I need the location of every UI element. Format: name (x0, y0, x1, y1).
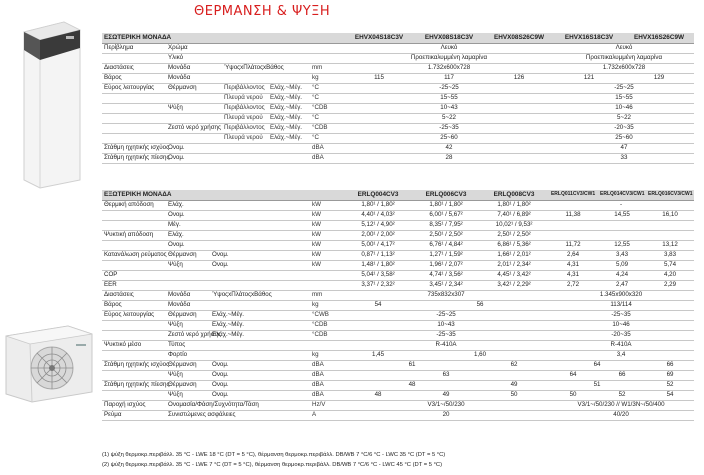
table-row (102, 93, 694, 103)
unit: dBA (310, 380, 344, 390)
cell: 33 (554, 153, 694, 163)
table-row (102, 300, 694, 310)
cell: 8,35¹ / 7,95² (412, 220, 480, 230)
table-row (102, 290, 694, 300)
cell: 6,76¹ / 4,84² (412, 240, 480, 250)
cell: 1,80¹ / 1,80² (344, 200, 412, 210)
row-sublabel: Φορτίο (166, 350, 310, 360)
unit: kg (310, 350, 344, 360)
model-header: EHVX04S18C3V (344, 33, 414, 43)
table-row (102, 103, 694, 113)
cell: 61 (344, 360, 480, 370)
cell: 13,12 (646, 240, 694, 250)
row-label: Ψυκτικό μέσο (102, 340, 166, 350)
cell: V3/1~/50/230 // W1/3N~/50/400 (548, 400, 694, 410)
cell: 62 (480, 360, 548, 370)
cell: -25~35 (344, 330, 548, 340)
unit: A (310, 410, 344, 420)
cell: 3,42¹ / 2,29² (480, 280, 548, 290)
model-header: EHVX08S26C9W (484, 33, 554, 43)
row-sublabel: Ψύξη (166, 260, 210, 270)
row-label: Διαστάσεις (102, 63, 166, 73)
row-sublabel: Ελάχ. (166, 200, 310, 210)
row-label: Εύρος λειτουργίας (102, 83, 166, 93)
cell: 121 (554, 73, 624, 83)
cell: 42 (344, 143, 554, 153)
row-sublabel: Πλευρά νερού (222, 93, 268, 103)
cell: 25~60 (554, 133, 694, 143)
model-header: ERLQ016CV3/CW1 (646, 190, 694, 200)
table-row (102, 280, 694, 290)
cell: 4,31 (548, 260, 598, 270)
row-label: Στάθμη ηχητικής πίεσης (102, 380, 166, 390)
cell: 115 (344, 73, 414, 83)
cell: 1,45 (344, 350, 412, 360)
page-title: ΘΕΡΜΑΝΣΗ & ΨΥΞΗ (194, 4, 331, 19)
indoor-unit-image (14, 20, 84, 188)
cell: 6,86¹ / 5,36² (480, 240, 548, 250)
table-row (102, 250, 694, 260)
row-sublabel: Ελάχ.~Μέγ. (210, 320, 310, 330)
cell: 1,48¹ / 1,80² (344, 260, 412, 270)
table-row (102, 360, 694, 370)
row-label: Στάθμη ηχητικής ισχύος (102, 360, 166, 370)
table-row (102, 320, 694, 330)
cell: 25~60 (344, 133, 554, 143)
cell: 2,00¹ / 2,00² (344, 230, 412, 240)
row-sublabel: Μονάδα (166, 300, 310, 310)
row-label: Στάθμη ηχητικής ισχύος (102, 143, 166, 153)
row-label: EER (102, 280, 344, 290)
cell: 50 (548, 390, 598, 400)
cell: 3,43 (598, 250, 646, 260)
cell: 15~55 (554, 93, 694, 103)
cell: 2,64 (548, 250, 598, 260)
table-row (102, 310, 694, 320)
cell: 126 (484, 73, 554, 83)
unit: Hz/V (310, 400, 344, 410)
cell: 49 (480, 380, 548, 390)
cell: -25~25 (344, 310, 548, 320)
row-sublabel: Πλευρά νερού (222, 133, 268, 143)
row-sublabel: Ελάχ. (166, 230, 310, 240)
cell: 14,55 (598, 210, 646, 220)
cell: Λευκό (344, 43, 554, 53)
cell: 5,04¹ / 3,58² (344, 270, 412, 280)
row-sublabel: Πλευρά νερού (222, 113, 268, 123)
cell: 3,37¹ / 2,32² (344, 280, 412, 290)
unit: dBA (310, 360, 344, 370)
cell: 4,45¹ / 3,42² (480, 270, 548, 280)
cell: 11,72 (548, 240, 598, 250)
row-label: Ρεύμα (102, 410, 166, 420)
cell: 5,74 (646, 260, 694, 270)
table-row (102, 53, 694, 63)
cell: 54 (646, 390, 694, 400)
unit: dBA (310, 390, 344, 400)
cell: 2,47 (598, 280, 646, 290)
model-header: ERLQ014CV3/CW1 (598, 190, 646, 200)
table-header-row (102, 33, 694, 43)
cell: Προεπικαλυμμένη λαμαρίνα (554, 53, 694, 63)
cell: -20~35 (548, 330, 694, 340)
table-row (102, 400, 694, 410)
row-sublabel: Ψύξη (166, 370, 210, 380)
unit: °CDB (310, 320, 344, 330)
row-sublabel: Ελάχ.~Μέγ. (210, 310, 310, 320)
table-row (102, 113, 694, 123)
row-sublabel: Περιβάλλοντος (222, 123, 268, 133)
row-sublabel: Ελάχ.~Μέγ. (268, 133, 310, 143)
cell: Προεπικαλυμμένη λαμαρίνα (344, 53, 554, 63)
unit: °C (310, 133, 344, 143)
cell: 2,50¹ / 2,50² (412, 230, 480, 240)
cell: 10~43 (344, 320, 548, 330)
cell: 4,40¹ / 4,03² (344, 210, 412, 220)
cell: 20 (344, 410, 548, 420)
cell: V3/1~/50/230 (344, 400, 548, 410)
table-row (102, 200, 694, 210)
row-sublabel: Ψύξη (166, 320, 210, 330)
table-row (102, 133, 694, 143)
row-label: Στάθμη ηχητικής πίεσης (102, 153, 166, 163)
row-sublabel: Θέρμανση (166, 310, 210, 320)
row-sublabel: ΎψοςxΠλάτοςxΒάθος (210, 290, 310, 300)
unit: °C (310, 113, 344, 123)
row-sublabel: Περιβάλλοντος (222, 103, 268, 113)
cell: 4,20 (646, 270, 694, 280)
outdoor-unit-spec-table (102, 190, 694, 421)
cell: 113/114 (548, 300, 694, 310)
table-row (102, 230, 694, 240)
table-row (102, 153, 694, 163)
cell: 49 (412, 390, 480, 400)
table-row (102, 370, 694, 380)
row-sublabel: Μονάδα (166, 73, 310, 83)
unit: dBA (310, 143, 344, 153)
cell: 129 (624, 73, 694, 83)
row-sublabel: Ελάχ.~Μέγ. (268, 93, 310, 103)
cell: 7,40¹ / 6,89² (480, 210, 548, 220)
unit: °CWB (310, 310, 344, 320)
cell: 1,80¹ / 1,80² (480, 200, 548, 210)
cell: 0,87¹ / 1,13² (344, 250, 412, 260)
table-row (102, 240, 694, 250)
row-sublabel: Ονομ. (210, 250, 310, 260)
cell: 1.732x600x728 (344, 63, 554, 73)
row-sublabel: Ονομ. (166, 143, 310, 153)
table-row (102, 143, 694, 153)
table-row (102, 220, 694, 230)
unit: kW (310, 250, 344, 260)
row-sublabel: Ονομ. (210, 360, 310, 370)
row-sublabel: Ονομ. (166, 240, 310, 250)
cell: 52 (598, 390, 646, 400)
cell: 48 (344, 390, 412, 400)
row-sublabel: Ονομασία/Φάση/Συχνότητα/Τάση (166, 400, 310, 410)
model-header: EHVX16S26C9W (624, 33, 694, 43)
cell: 47 (554, 143, 694, 153)
cell: -20~35 (554, 123, 694, 133)
cell: 16,10 (646, 210, 694, 220)
unit: °CDB (310, 330, 344, 340)
cell: 66 (646, 360, 694, 370)
cell: 63 (344, 370, 548, 380)
table-row (102, 63, 694, 73)
row-sublabel: Ονομ. (210, 380, 310, 390)
row-sublabel: Μονάδα (166, 63, 222, 73)
row-sublabel: Περιβάλλοντος (222, 83, 268, 93)
row-sublabel: Χρώμα (166, 43, 344, 53)
unit: kW (310, 260, 344, 270)
row-sublabel: Ελάχ.~Μέγ. (268, 123, 310, 133)
cell: 2,29 (646, 280, 694, 290)
cell: 50 (480, 390, 548, 400)
row-sublabel: Ζεστό νερό χρήσης (166, 330, 210, 340)
cell: 10~46 (554, 103, 694, 113)
model-header: ERLQ004CV3 (344, 190, 412, 200)
unit: kW (310, 230, 344, 240)
cell: 10~43 (344, 103, 554, 113)
table-row (102, 43, 694, 53)
unit: °CDB (310, 123, 344, 133)
unit: kg (310, 73, 344, 83)
row-label: Περίβλημα (102, 43, 166, 53)
cell: 6,00¹ / 5,67² (412, 210, 480, 220)
table-row (102, 390, 694, 400)
row-sublabel: Συνιστώμενες ασφάλειες (166, 410, 310, 420)
cell: 1,96¹ / 2,07² (412, 260, 480, 270)
row-label: Εύρος λειτουργίας (102, 310, 166, 320)
row-sublabel: Υλικό (166, 53, 344, 63)
table-row (102, 350, 694, 360)
cell: 64 (548, 370, 598, 380)
row-sublabel: Ζεστό νερό χρήσης (166, 123, 222, 133)
cell: 4,74¹ / 3,56² (412, 270, 480, 280)
cell: 52 (646, 380, 694, 390)
unit: °C (310, 83, 344, 93)
cell: 3,83 (646, 250, 694, 260)
cell: 48 (344, 380, 480, 390)
cell: 5,09 (598, 260, 646, 270)
table-row (102, 340, 694, 350)
cell: 69 (646, 370, 694, 380)
model-header: ERLQ011CV3/CW1 (548, 190, 598, 200)
row-sublabel: Ονομ. (166, 153, 310, 163)
cell: 12,55 (598, 240, 646, 250)
table-row (102, 410, 694, 420)
table-row (102, 210, 694, 220)
unit: mm (310, 63, 344, 73)
cell: 51 (548, 380, 646, 390)
cell: 3,4 (548, 350, 694, 360)
cell: 11,38 (548, 210, 598, 220)
outdoor-header-title: ΕΞΩΤΕΡΙΚΗ ΜΟΝΑΔΑ (102, 190, 344, 200)
row-sublabel: Ψύξη (166, 103, 222, 113)
table-row (102, 73, 694, 83)
cell: 40/20 (548, 410, 694, 420)
cell: 2,72 (548, 280, 598, 290)
cell: 64 (548, 360, 646, 370)
model-header: ERLQ008CV3 (480, 190, 548, 200)
cell: 10,02¹ / 9,53² (480, 220, 548, 230)
cell: 54 (344, 300, 412, 310)
cell: 15~55 (344, 93, 554, 103)
unit: dBA (310, 370, 344, 380)
cell: 28 (344, 153, 554, 163)
row-label: COP (102, 270, 344, 280)
row-sublabel: Θέρμανση (166, 83, 222, 93)
cell: 4,24 (598, 270, 646, 280)
cell: - (548, 200, 694, 210)
cell: 735x832x307 (344, 290, 548, 300)
cell: R-410A (344, 340, 548, 350)
unit: kW (310, 210, 344, 220)
cell: 4,31 (548, 270, 598, 280)
cell: 10~46 (548, 320, 694, 330)
unit: °C (310, 93, 344, 103)
row-sublabel: Ψύξη (166, 390, 210, 400)
cell: 66 (598, 370, 646, 380)
unit: °CDB (310, 103, 344, 113)
cell: 1,80¹ / 1,80² (412, 200, 480, 210)
indoor-header-title: ΕΣΩΤΕΡΙΚΗ ΜΟΝΑΔΑ (102, 33, 344, 43)
unit: dBA (310, 153, 344, 163)
cell: 5,00¹ / 4,17² (344, 240, 412, 250)
row-sublabel: Μονάδα (166, 290, 210, 300)
row-sublabel: Ελάχ.~Μέγ. (268, 83, 310, 93)
cell: 1,66¹ / 2,01² (480, 250, 548, 260)
cell: 1,60 (412, 350, 548, 360)
row-sublabel: Ελάχ.~Μέγ. (268, 113, 310, 123)
cell: Λευκό (554, 43, 694, 53)
unit: kW (310, 240, 344, 250)
cell: 5~22 (554, 113, 694, 123)
outdoor-unit-image (2, 318, 94, 404)
cell: -25~35 (548, 310, 694, 320)
table-row (102, 380, 694, 390)
row-sublabel: Θέρμανση (166, 360, 210, 370)
row-sublabel: Ελάχ.~Μέγ. (210, 330, 310, 340)
cell: 2,01¹ / 2,34² (480, 260, 548, 270)
cell: 2,50¹ / 2,50² (480, 230, 548, 240)
row-label: Θερμική απόδοση (102, 200, 166, 210)
cell: 1,27¹ / 1,59² (412, 250, 480, 260)
row-label: Κατανάλωση ρεύματος (102, 250, 166, 260)
cell: R-410A (548, 340, 694, 350)
row-sublabel: ΎψοςxΠλάτοςxΒάθος (222, 63, 310, 73)
footnote: (1) ψύξη θερμοκρ.περιβάλλ. 35 °C - LWE 18 °C (DT = 5 °C), θέρμανση θερμοκρ.περιβάλλ. DB/WB 7 °C/6 °C - LWC 35 °C (DT = 5 °C) (102, 452, 446, 458)
row-label: Διαστάσεις (102, 290, 166, 300)
unit: kW (310, 220, 344, 230)
row-sublabel: Θέρμανση (166, 250, 210, 260)
row-sublabel: Θέρμανση (166, 380, 210, 390)
row-sublabel: Ελάχ.~Μέγ. (268, 103, 310, 113)
model-header: ERLQ006CV3 (412, 190, 480, 200)
row-sublabel: Ονομ. (210, 390, 310, 400)
row-sublabel: Μέγ. (166, 220, 310, 230)
table-row (102, 330, 694, 340)
indoor-unit-spec-table (102, 33, 694, 164)
footnote: (2) ψύξη θερμοκρ.περιβάλλ. 35 °C - LWE 7 °C (DT = 5 °C), θέρμανση θερμοκρ.περιβάλλ. DB/WB 7 °C/6 °C - LWC 45 °C (DT = 5 °C) (102, 462, 443, 468)
table-row (102, 270, 694, 280)
row-label: Παροχή ισχύος (102, 400, 166, 410)
row-label: Ψυκτική απόδοση (102, 230, 166, 240)
cell: 3,45¹ / 2,34² (412, 280, 480, 290)
cell: -25~25 (344, 83, 554, 93)
row-sublabel: Ονομ. (210, 260, 310, 270)
unit: kW (310, 200, 344, 210)
row-label: Βάρος (102, 300, 166, 310)
table-header-row (102, 190, 694, 200)
model-header: EHVX16S18C3V (554, 33, 624, 43)
table-row (102, 123, 694, 133)
row-label: Βάρος (102, 73, 166, 83)
row-sublabel: Ονομ. (166, 210, 310, 220)
unit: kg (310, 300, 344, 310)
cell: 56 (412, 300, 548, 310)
cell: -25~35 (344, 123, 554, 133)
table-row (102, 260, 694, 270)
unit: mm (310, 290, 344, 300)
cell: 5,12¹ / 4,90² (344, 220, 412, 230)
row-sublabel: Τύπος (166, 340, 344, 350)
model-header: EHVX08S18C3V (414, 33, 484, 43)
cell: 5~22 (344, 113, 554, 123)
cell: 1.345x900x320 (548, 290, 694, 300)
table-row (102, 83, 694, 93)
cell: -25~25 (554, 83, 694, 93)
cell: 117 (414, 73, 484, 83)
row-sublabel: Ονομ. (210, 370, 310, 380)
cell: 1.732x600x728 (554, 63, 694, 73)
